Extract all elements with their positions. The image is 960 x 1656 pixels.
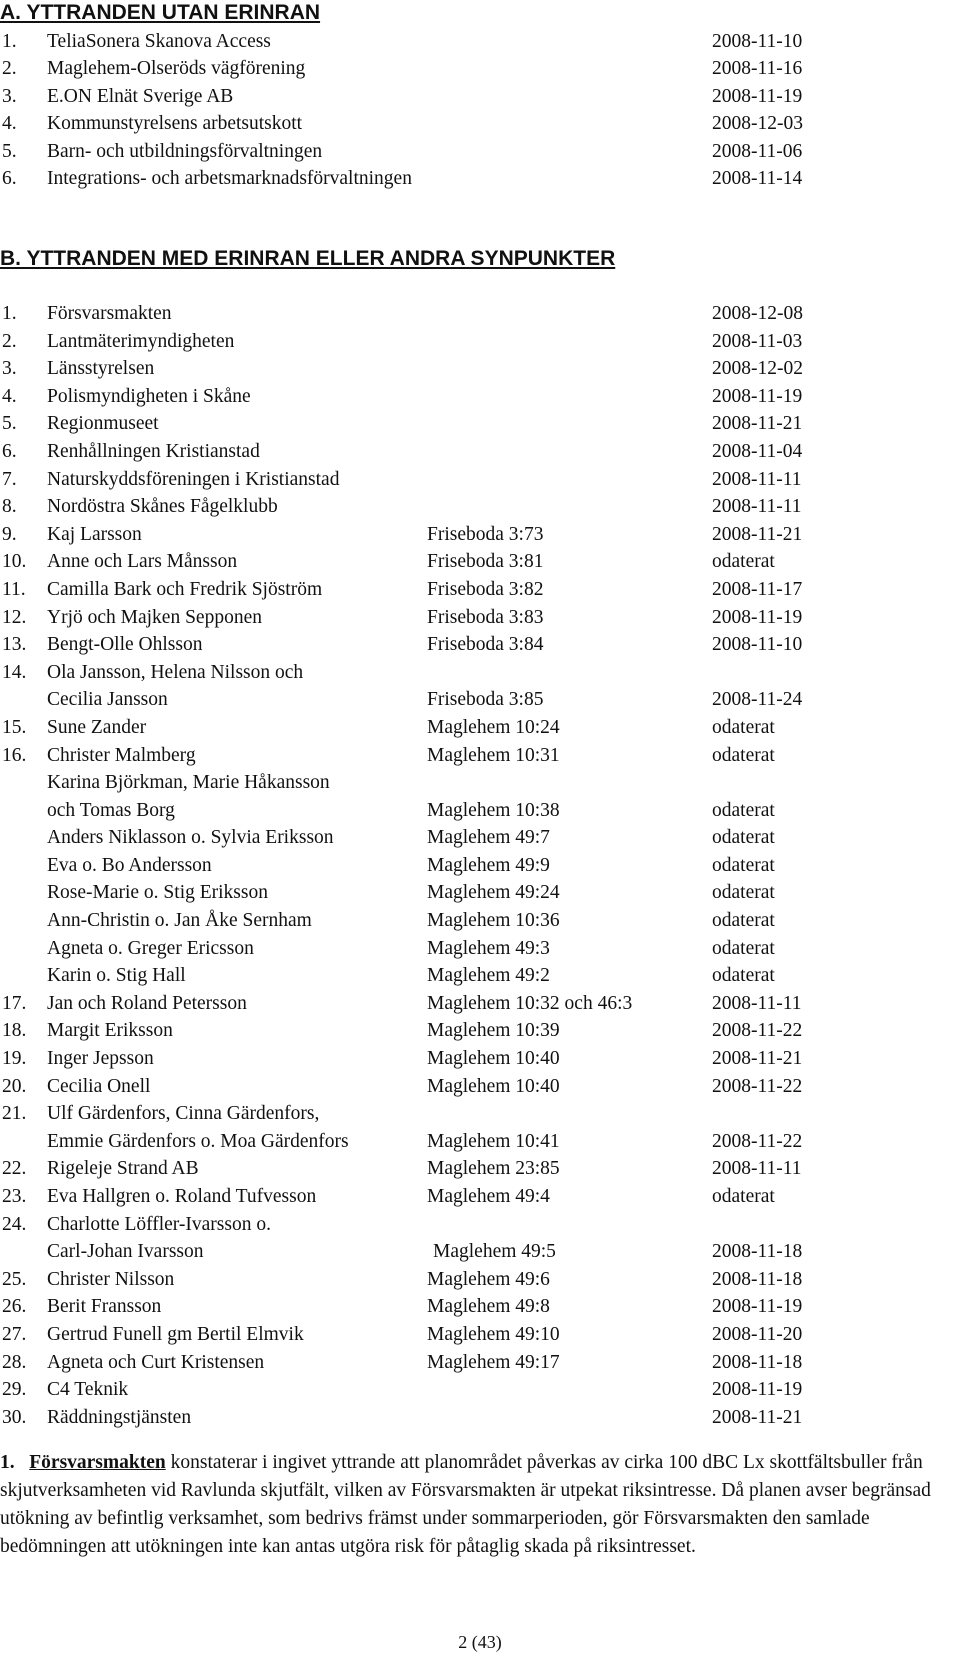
row-num: 4.	[2, 113, 17, 134]
row-name: Bengt-Olle Ohlsson	[47, 634, 203, 656]
row-addr: Friseboda 3:81	[427, 551, 544, 573]
row-date: 2008-11-18	[712, 1351, 803, 1373]
row-num: 5.	[2, 413, 17, 435]
note-text: konstaterar i ingivet yttrande att planområdet påverkas av cirka 100 dBC Lx skottfältsbuller från skjutverksamheten vid Ravlunda skjutfält, vilken av Försvarsmakten är utpekat riksintresse. Då planen avser begränsad utökning av befintlig verksamhet, som bedrivs främst under sommarperioden, gör Försvarsmakten den samlade bedömningen att utökningen inte kan antas utgöra risk för påtaglig skada på riksintresset.	[0, 1452, 931, 1557]
row-num: 27.	[2, 1323, 27, 1345]
list-row	[0, 1376, 960, 1404]
note-number: 1.	[0, 1452, 15, 1473]
row-date: 2008-11-19	[712, 606, 803, 628]
list-row	[0, 1404, 960, 1432]
row-num: 18.	[2, 1020, 27, 1042]
row-date: 2008-11-19	[712, 85, 803, 107]
note-organisation: Försvarsmakten	[29, 1452, 166, 1473]
list-row	[0, 521, 960, 549]
row-num: 20.	[2, 1075, 27, 1097]
row-addr: Maglehem 10:24	[427, 716, 560, 738]
row-name: Karina Björkman, Marie Håkansson	[47, 772, 330, 794]
list-row	[0, 355, 960, 383]
row-num: 25.	[2, 1268, 27, 1290]
row-date: 2008-11-17	[712, 578, 803, 600]
row-name: Ola Jansson, Helena Nilsson och	[47, 661, 304, 683]
row-date: 2008-11-19	[712, 1296, 803, 1318]
row-name: Charlotte Löffler-Ivarsson o.	[47, 1213, 271, 1235]
row-name: Inger Jepsson	[47, 1048, 154, 1070]
list-row	[0, 1128, 960, 1156]
row-date: odaterat	[712, 854, 775, 876]
row-date: 2008-11-22	[712, 1130, 803, 1152]
row-date: 2008-12-02	[712, 358, 803, 380]
row-date: 2008-11-21	[712, 1048, 803, 1070]
row-num: 28.	[2, 1351, 27, 1373]
list-row	[0, 83, 960, 111]
row-num: 13.	[2, 634, 27, 656]
list-row	[0, 383, 960, 411]
row-date: 2008-11-24	[712, 689, 803, 711]
row-date: odaterat	[712, 1186, 775, 1207]
row-num: 6.	[2, 168, 17, 189]
row-addr: Maglehem 49:2	[427, 965, 550, 987]
row-date: 2008-11-14	[712, 168, 803, 189]
row-name: Agneta och Curt Kristensen	[47, 1351, 265, 1373]
row-num: 1.	[2, 303, 17, 324]
list-row	[0, 879, 960, 907]
list-row	[0, 466, 960, 494]
row-date: 2008-11-21	[712, 413, 803, 435]
list-row	[0, 935, 960, 963]
row-date: odaterat	[712, 882, 775, 904]
row-addr: Maglehem 23:85	[427, 1158, 560, 1180]
list-row	[0, 990, 960, 1018]
row-date: odaterat	[712, 799, 775, 821]
row-name: Integrations- och arbetsmarknadsförvaltningen	[47, 168, 412, 189]
row-name: Agneta o. Greger Ericsson	[47, 937, 254, 959]
row-num: 1.	[2, 30, 17, 52]
row-date: 2008-11-22	[712, 1020, 803, 1042]
row-name: Camilla Bark och Fredrik Sjöström	[47, 578, 323, 600]
section-a-heading: A. YTTRANDEN UTAN ERINRAN	[0, 1, 321, 24]
row-date: 2008-11-20	[712, 1323, 803, 1345]
row-num: 10.	[2, 551, 27, 573]
row-addr: Maglehem 49:3	[427, 937, 550, 959]
row-addr: Friseboda 3:84	[427, 634, 544, 656]
row-name: Nordöstra Skånes Fågelklubb	[47, 496, 278, 518]
row-date: odaterat	[712, 910, 775, 932]
row-date: 2008-12-08	[712, 303, 803, 324]
row-name: Eva o. Bo Andersson	[47, 854, 212, 876]
list-row	[0, 548, 960, 576]
list-row	[0, 1073, 960, 1101]
row-date: 2008-12-03	[712, 113, 803, 134]
row-addr: Maglehem 10:31	[427, 744, 560, 766]
list-row	[0, 1211, 960, 1239]
list-row	[0, 604, 960, 632]
row-num: 14.	[2, 661, 27, 683]
row-num: 12.	[2, 606, 27, 628]
row-date: odaterat	[712, 716, 775, 738]
row-name: Christer Malmberg	[47, 744, 196, 766]
row-num: 15.	[2, 716, 27, 738]
list-row	[0, 138, 960, 166]
row-name: Länsstyrelsen	[47, 358, 155, 380]
row-name: Yrjö och Majken Sepponen	[47, 606, 262, 628]
row-name: Jan och Roland Petersson	[47, 992, 247, 1014]
row-num: 5.	[2, 140, 17, 162]
row-addr: Maglehem 10:38	[427, 799, 560, 821]
row-date: odaterat	[712, 965, 775, 987]
list-row	[0, 1238, 960, 1266]
row-addr: Maglehem 49:5	[433, 1241, 556, 1263]
row-name: Anders Niklasson o. Sylvia Eriksson	[47, 827, 334, 849]
row-num: 30.	[2, 1406, 27, 1428]
row-date: 2008-11-11	[712, 496, 802, 518]
row-name: C4 Teknik	[47, 1379, 129, 1401]
row-date: 2008-11-22	[712, 1075, 803, 1097]
row-name: Regionmuseet	[47, 413, 159, 435]
list-row	[0, 1017, 960, 1045]
row-num: 21.	[2, 1103, 27, 1125]
row-date: odaterat	[712, 937, 775, 959]
list-row	[0, 714, 960, 742]
row-name: Polismyndigheten i Skåne	[47, 385, 251, 407]
row-name: Karin o. Stig Hall	[47, 965, 186, 987]
row-name: Cecilia Jansson	[47, 689, 168, 711]
row-addr: Maglehem 49:7	[427, 827, 550, 849]
row-name: Emmie Gärdenfors o. Moa Gärdenfors	[47, 1130, 349, 1152]
row-num: 3.	[2, 85, 17, 107]
row-name: Berit Fransson	[47, 1296, 162, 1318]
row-num: 23.	[2, 1186, 27, 1207]
list-row	[0, 907, 960, 935]
row-num: 16.	[2, 744, 27, 766]
row-addr: Friseboda 3:85	[427, 689, 544, 711]
row-name: Ann-Christin o. Jan Åke Sernham	[47, 910, 312, 932]
row-name: Cecilia Onell	[47, 1075, 151, 1097]
list-row	[0, 328, 960, 356]
row-date: 2008-11-03	[712, 330, 803, 352]
list-row	[0, 797, 960, 825]
row-num: 11.	[2, 578, 26, 600]
list-row	[0, 1321, 960, 1349]
row-num: 7.	[2, 468, 17, 490]
row-name: Lantmäterimyndigheten	[47, 330, 235, 352]
list-row	[0, 410, 960, 438]
row-date: 2008-11-11	[712, 1158, 802, 1180]
list-row	[0, 631, 960, 659]
list-row	[0, 438, 960, 466]
list-row	[0, 300, 960, 328]
row-name: Carl-Johan Ivarsson	[47, 1241, 204, 1263]
row-addr: Maglehem 49:24	[427, 882, 560, 904]
row-date: 2008-11-06	[712, 140, 803, 162]
row-name: Naturskyddsföreningen i Kristianstad	[47, 468, 340, 490]
list-row	[0, 1266, 960, 1294]
row-addr: Maglehem 49:6	[427, 1268, 550, 1290]
row-num: 2.	[2, 58, 17, 79]
list-row	[0, 1155, 960, 1183]
row-num: 17.	[2, 992, 27, 1014]
list-row	[0, 659, 960, 687]
note-paragraph	[0, 1449, 958, 1561]
row-addr: Maglehem 10:32 och 46:3	[427, 992, 633, 1014]
row-addr: Maglehem 10:40	[427, 1075, 560, 1097]
list-row	[0, 852, 960, 880]
row-num: 29.	[2, 1379, 27, 1401]
section-b-list	[0, 300, 960, 1431]
row-name: TeliaSonera Skanova Access	[47, 30, 271, 52]
row-date: 2008-11-19	[712, 385, 803, 407]
list-row	[0, 824, 960, 852]
row-name: Rigeleje Strand AB	[47, 1158, 199, 1180]
row-date: 2008-11-21	[712, 1406, 803, 1428]
row-addr: Maglehem 49:17	[427, 1351, 560, 1373]
list-row	[0, 769, 960, 797]
row-date: 2008-11-11	[712, 992, 802, 1014]
row-name: Maglehem-Olseröds vägförening	[47, 58, 306, 79]
row-addr: Maglehem 10:36	[427, 910, 560, 932]
row-name: Renhållningen Kristianstad	[47, 440, 260, 462]
row-date: 2008-11-18	[712, 1241, 803, 1263]
list-row	[0, 1349, 960, 1377]
list-row	[0, 686, 960, 714]
row-num: 22.	[2, 1158, 27, 1180]
row-name: E.ON Elnät Sverige AB	[47, 85, 234, 107]
list-row	[0, 1100, 960, 1128]
row-date: 2008-11-10	[712, 30, 803, 52]
row-num: 9.	[2, 523, 17, 545]
list-row	[0, 1183, 960, 1211]
row-date: 2008-11-21	[712, 523, 803, 545]
list-row	[0, 962, 960, 990]
row-date: 2008-11-04	[712, 440, 803, 462]
row-num: 8.	[2, 496, 17, 518]
row-name: Räddningstjänsten	[47, 1406, 192, 1428]
list-row	[0, 742, 960, 770]
list-row	[0, 1293, 960, 1321]
row-name: Rose-Marie o. Stig Eriksson	[47, 882, 268, 904]
row-date: 2008-11-19	[712, 1379, 803, 1401]
row-name: Ulf Gärdenfors, Cinna Gärdenfors,	[47, 1103, 320, 1125]
list-row	[0, 165, 960, 193]
row-name: Margit Eriksson	[47, 1020, 173, 1042]
row-num: 24.	[2, 1213, 27, 1235]
row-date: 2008-11-11	[712, 468, 802, 490]
row-date: odaterat	[712, 827, 775, 849]
row-addr: Maglehem 49:9	[427, 854, 550, 876]
row-addr: Maglehem 49:8	[427, 1296, 550, 1318]
row-name: Anne och Lars Månsson	[47, 551, 238, 573]
section-b-heading: B. YTTRANDEN MED ERINRAN ELLER ANDRA SYNPUNKTER	[0, 247, 616, 270]
row-date: odaterat	[712, 551, 775, 573]
row-num: 2.	[2, 330, 17, 352]
row-date: 2008-11-18	[712, 1268, 803, 1290]
list-row	[0, 576, 960, 604]
row-name: Christer Nilsson	[47, 1268, 175, 1290]
row-name: Försvarsmakten	[47, 303, 172, 324]
list-row	[0, 493, 960, 521]
row-name: Gertrud Funell gm Bertil Elmvik	[47, 1323, 304, 1345]
list-row	[0, 28, 960, 56]
row-addr: Maglehem 10:41	[427, 1130, 560, 1152]
page-number: 2 (43)	[458, 1632, 502, 1652]
row-date: 2008-11-10	[712, 634, 803, 656]
row-name: Eva Hallgren o. Roland Tufvesson	[47, 1186, 317, 1207]
row-addr: Maglehem 49:10	[427, 1323, 560, 1345]
row-num: 19.	[2, 1048, 27, 1070]
section-a-list	[0, 28, 960, 193]
row-date: odaterat	[712, 744, 775, 766]
list-row	[0, 1045, 960, 1073]
row-addr: Maglehem 10:40	[427, 1048, 560, 1070]
row-name: Kommunstyrelsens arbetsutskott	[47, 113, 303, 134]
row-addr: Friseboda 3:82	[427, 578, 544, 600]
list-row	[0, 110, 960, 138]
row-name: Kaj Larsson	[47, 523, 142, 545]
row-num: 26.	[2, 1296, 27, 1318]
row-num: 4.	[2, 385, 17, 407]
row-addr: Friseboda 3:83	[427, 606, 544, 628]
list-row	[0, 55, 960, 83]
row-addr: Maglehem 10:39	[427, 1020, 560, 1042]
row-addr: Maglehem 49:4	[427, 1186, 550, 1207]
row-date: 2008-11-16	[712, 58, 803, 79]
row-name: Barn- och utbildningsförvaltningen	[47, 140, 323, 162]
row-name: och Tomas Borg	[47, 799, 175, 821]
row-num: 6.	[2, 440, 17, 462]
row-num: 3.	[2, 358, 17, 380]
row-name: Sune Zander	[47, 716, 147, 738]
row-addr: Friseboda 3:73	[427, 523, 544, 545]
